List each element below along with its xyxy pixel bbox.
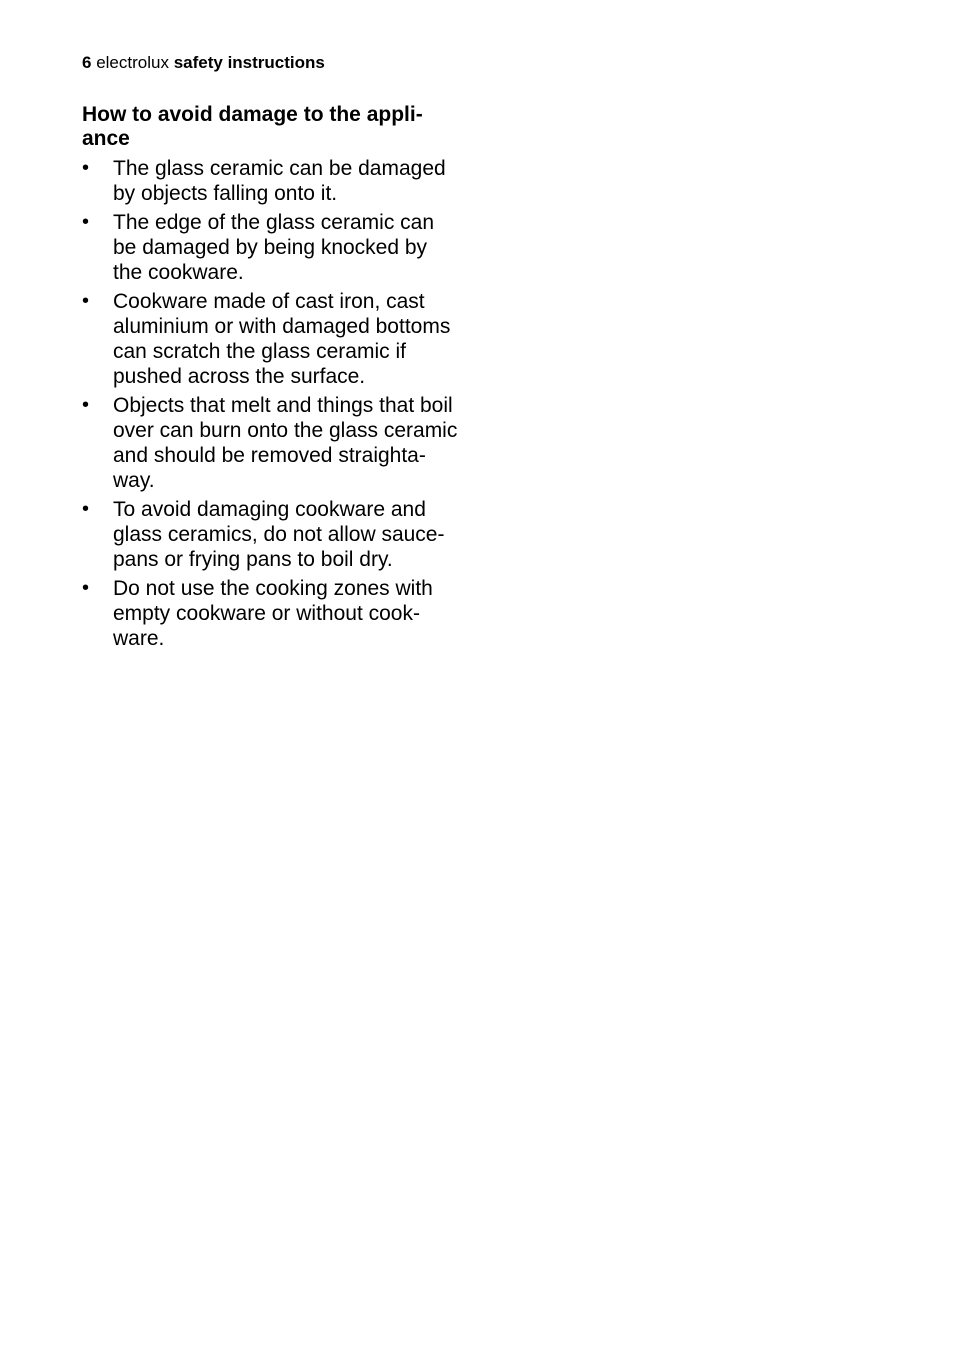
list-item [82, 393, 467, 493]
list-item-text [113, 393, 467, 493]
list-item [82, 156, 467, 206]
bullet-icon: • [82, 211, 90, 233]
text-line: can scratch the glass ceramic if [113, 340, 406, 363]
list-item [82, 289, 467, 389]
page-number: 6 [82, 53, 92, 72]
text-line: glass ceramics, do not allow sauce- [113, 523, 445, 546]
bullet-icon: • [82, 498, 90, 520]
text-line: way. [113, 469, 155, 492]
text-line: The glass ceramic can be damaged [113, 157, 446, 180]
list-item [82, 497, 467, 572]
brand-name: electrolux [96, 53, 169, 72]
list-item [82, 210, 467, 285]
section-heading [82, 103, 467, 151]
instruction-list [82, 156, 467, 651]
text-line: over can burn onto the glass ceramic [113, 419, 458, 442]
text-line: Objects that melt and things that boil [113, 394, 453, 417]
list-item [82, 576, 467, 651]
text-line: Cookware made of cast iron, cast [113, 290, 425, 313]
text-line: by objects falling onto it. [113, 182, 338, 205]
list-item-text [113, 576, 467, 651]
heading-line: How to avoid damage to the appli- [82, 103, 423, 126]
list-item-text [113, 210, 467, 285]
heading-line: ance [82, 127, 130, 150]
section-title: safety instructions [173, 53, 325, 72]
list-item-text [113, 497, 467, 572]
bullet-icon: • [82, 577, 90, 599]
text-line: Do not use the cooking zones with [113, 577, 433, 600]
text-line: pans or frying pans to boil dry. [113, 548, 393, 571]
text-line: pushed across the surface. [113, 365, 366, 388]
content-column [82, 103, 467, 655]
bullet-icon: • [82, 394, 90, 416]
bullet-icon: • [82, 290, 90, 312]
text-line: ware. [113, 627, 165, 650]
text-line: empty cookware or without cook- [113, 602, 420, 625]
running-header [82, 52, 325, 74]
text-line: and should be removed straighta- [113, 444, 426, 467]
text-line: aluminium or with damaged bottoms [113, 315, 451, 338]
list-item-text [113, 156, 467, 206]
text-line: The edge of the glass ceramic can [113, 211, 435, 234]
list-item-text [113, 289, 467, 389]
text-line: the cookware. [113, 261, 244, 284]
text-line: be damaged by being knocked by [113, 236, 428, 259]
bullet-icon: • [82, 157, 90, 179]
text-line: To avoid damaging cookware and [113, 498, 426, 521]
